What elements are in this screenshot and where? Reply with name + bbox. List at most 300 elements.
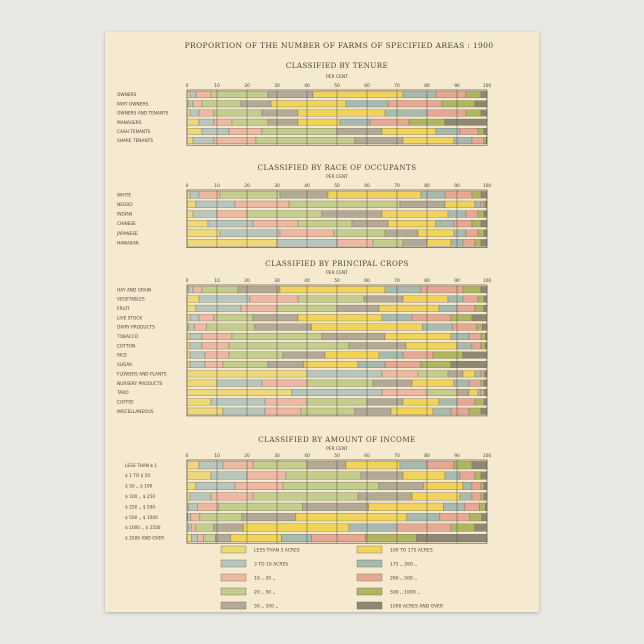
bar-segment: [247, 472, 286, 480]
bar-segment: [307, 380, 373, 387]
bar-segment: [187, 230, 220, 237]
tick-label: 80: [424, 454, 430, 459]
bar-segment: [382, 371, 418, 378]
tick-label: 60: [364, 454, 370, 459]
bar-segment: [367, 399, 403, 406]
category-label: COTTON: [117, 344, 136, 350]
bar-segment: [463, 482, 472, 490]
bar-segment: [214, 137, 256, 143]
bar-segment: [444, 503, 465, 511]
bar-segment: [484, 128, 487, 134]
bar-segment: [187, 343, 190, 350]
bar-segment: [418, 371, 448, 378]
bar-segment: [403, 399, 439, 406]
bar-segment: [454, 461, 472, 469]
bar-segment: [262, 110, 298, 116]
bar-segment: [187, 461, 199, 469]
bar-segment: [196, 201, 235, 208]
bar-segment: [481, 201, 484, 208]
bar-row: [117, 343, 487, 350]
legend-item: [221, 546, 300, 554]
bar-segment: [214, 524, 244, 532]
legend-item: [221, 560, 288, 568]
tick-label: 10: [214, 184, 220, 189]
bar-segment: [407, 513, 440, 521]
bar-segment: [484, 493, 487, 501]
bar-segment: [440, 513, 470, 521]
bar-segment: [190, 343, 202, 350]
bar-segment: [337, 305, 379, 312]
bar-segment: [187, 110, 190, 116]
bar-segment: [475, 305, 484, 312]
bar-row: [117, 220, 487, 227]
bar-segment: [366, 534, 417, 542]
bar-segment: [190, 493, 211, 501]
bar-segment: [187, 128, 202, 134]
bar-segment: [229, 128, 262, 134]
bar-segment: [481, 191, 487, 198]
bar-segment: [231, 534, 282, 542]
bar-row: [125, 503, 487, 511]
bar-segment: [312, 534, 366, 542]
bar-segment: [187, 91, 190, 97]
bar-segment: [472, 191, 481, 198]
bar-segment: [421, 191, 445, 198]
bar-segment: [191, 513, 200, 521]
bar-segment: [466, 110, 481, 116]
tick-label: 0: [185, 84, 189, 89]
bar-segment: [421, 361, 451, 368]
bar-segment: [298, 220, 352, 227]
bar-segment: [483, 324, 488, 331]
bar-segment: [283, 482, 379, 490]
bar-segment: [385, 110, 427, 116]
bar-segment: [223, 361, 268, 368]
tick-label: 20: [244, 454, 250, 459]
tick-label: 70: [394, 279, 400, 284]
bar-row: [117, 119, 487, 126]
bar-segment: [189, 503, 198, 511]
bar-segment: [448, 371, 463, 378]
poster-sheet: [105, 32, 539, 612]
bar-segment: [202, 128, 229, 134]
bar-segment: [388, 220, 436, 227]
per-cent-label: PER CENT: [326, 175, 348, 180]
bar-segment: [337, 239, 373, 246]
bar-row: [117, 361, 487, 368]
bar-segment: [232, 119, 268, 125]
bar-segment: [220, 230, 280, 237]
bar-segment: [192, 534, 198, 542]
tick-label: 20: [244, 279, 250, 284]
bar-segment: [211, 399, 265, 406]
bar-segment: [250, 296, 298, 303]
category-label: SHARE TENANTS: [117, 139, 154, 145]
bar-segment: [475, 524, 487, 532]
bar-segment: [451, 314, 472, 321]
tick-label: 70: [394, 184, 400, 189]
category-label: VEGETABLES: [117, 297, 145, 303]
bar-segment: [268, 119, 298, 125]
bar-segment: [481, 110, 487, 116]
bar-row: [125, 534, 487, 542]
legend-item: [357, 546, 433, 554]
bar-segment: [191, 524, 196, 532]
bar-segment: [382, 211, 448, 218]
bar-segment: [242, 513, 296, 521]
bar-segment: [265, 408, 301, 415]
bar-segment: [188, 513, 191, 521]
bar-segment: [187, 220, 208, 227]
bar-segment: [190, 314, 199, 321]
bar-segment: [328, 191, 421, 198]
tick-label: 80: [424, 279, 430, 284]
category-label: NURSERY PRODUCTS: [117, 381, 163, 387]
bar-segment: [202, 101, 241, 107]
bar-segment: [268, 91, 313, 97]
bar-segment: [469, 333, 481, 340]
bar-segment: [256, 137, 355, 143]
bar-segment: [480, 503, 486, 511]
bar-row: [117, 201, 487, 208]
bar-segment: [187, 191, 190, 198]
bar-segment: [187, 239, 277, 246]
tick-label: 30: [274, 279, 280, 284]
bar-row: [117, 399, 487, 406]
bar-segment: [472, 482, 481, 490]
bar-segment: [235, 201, 289, 208]
bar-row: [117, 305, 487, 312]
bar-segment: [469, 380, 481, 387]
bar-segment: [358, 361, 385, 368]
bar-segment: [472, 137, 484, 143]
category-label: $ 100 ,, $ 250: [125, 495, 156, 500]
bar-segment: [298, 110, 385, 116]
bar-segment: [373, 239, 403, 246]
bar-segment: [189, 324, 195, 331]
bar-segment: [187, 314, 190, 321]
bar-segment: [451, 333, 469, 340]
tick-label: 40: [304, 184, 310, 189]
bar-segment: [187, 201, 196, 208]
bar-segment: [223, 461, 253, 469]
legend-swatch: [221, 574, 246, 581]
bar-segment: [204, 534, 216, 542]
bar-segment: [187, 493, 190, 501]
bar-segment: [451, 361, 487, 368]
tick-label: 10: [214, 454, 220, 459]
bar-segment: [385, 361, 421, 368]
bar-segment: [193, 137, 214, 143]
legend-label: 260 ,, 500 ,,: [390, 576, 418, 582]
legend-swatch: [357, 560, 382, 567]
bar-segment: [238, 286, 280, 293]
bar-segment: [445, 191, 472, 198]
bar-segment: [475, 201, 481, 208]
category-label: TARO: [117, 391, 129, 397]
bar-segment: [472, 343, 481, 350]
bar-segment: [196, 524, 214, 532]
bar-segment: [349, 524, 397, 532]
legend-swatch: [221, 546, 246, 553]
panel-1: [117, 61, 491, 145]
bar-segment: [307, 371, 382, 378]
bar-row: [117, 91, 487, 98]
bar-segment: [469, 389, 478, 396]
bar-segment: [412, 380, 454, 387]
bar-segment: [214, 119, 232, 125]
bar-segment: [304, 361, 358, 368]
bar-segment: [481, 472, 487, 480]
legend-label: 3 TO 10 ACRES: [254, 562, 289, 568]
bar-row: [117, 137, 487, 144]
bar-segment: [253, 461, 307, 469]
bar-segment: [451, 408, 469, 415]
bar-segment: [484, 371, 486, 378]
bar-segment: [442, 101, 475, 107]
bar-row: [117, 352, 487, 359]
bar-segment: [187, 399, 211, 406]
bar-segment: [433, 352, 463, 359]
bar-segment: [325, 352, 379, 359]
bar-row: [117, 191, 487, 198]
bar-segment: [403, 296, 448, 303]
bar-segment: [280, 286, 385, 293]
tick-label: 100: [482, 279, 492, 284]
bar-segment: [403, 137, 454, 143]
bar-segment: [244, 524, 349, 532]
bar-segment: [361, 472, 403, 480]
bar-row: [117, 371, 487, 378]
tick-label: 30: [274, 454, 280, 459]
bar-segment: [427, 239, 451, 246]
bar-segment: [301, 408, 355, 415]
bar-segment: [358, 493, 412, 501]
legend-swatch: [221, 560, 246, 567]
bar-segment: [334, 230, 385, 237]
bar-segment: [481, 493, 484, 501]
bar-segment: [472, 220, 481, 227]
category-label: SUGAR: [117, 363, 133, 369]
bar-segment: [439, 305, 457, 312]
bar-segment: [427, 389, 457, 396]
bar-segment: [187, 408, 223, 415]
bar-segment: [207, 324, 255, 331]
bar-segment: [199, 110, 214, 116]
panel-title: CLASSIFIED BY RACE OF OCCUPANTS: [257, 163, 417, 172]
tick-label: 90: [454, 279, 460, 284]
bar-segment: [198, 534, 204, 542]
bar-segment: [406, 343, 457, 350]
bar-segment: [454, 230, 466, 237]
bar-segment: [472, 493, 481, 501]
bar-segment: [436, 91, 466, 97]
bar-segment: [187, 137, 193, 143]
bar-segment: [465, 503, 480, 511]
bar-row: [125, 472, 487, 480]
tick-label: 10: [214, 84, 220, 89]
tick-label: 50: [334, 279, 340, 284]
bar-segment: [193, 211, 217, 218]
bar-row: [116, 230, 487, 237]
bar-segment: [280, 191, 328, 198]
bar-segment: [484, 296, 487, 303]
bar-segment: [427, 461, 454, 469]
bar-segment: [481, 380, 484, 387]
bar-segment: [211, 472, 247, 480]
bar-segment: [457, 343, 472, 350]
bar-segment: [298, 119, 340, 125]
category-label: CHINESE: [117, 222, 136, 228]
bar-segment: [436, 220, 454, 227]
bar-segment: [337, 128, 382, 134]
bar-segment: [477, 324, 483, 331]
tick-label: 40: [304, 279, 310, 284]
bar-segment: [355, 137, 403, 143]
bar-segment: [484, 482, 487, 490]
bar-segment: [247, 211, 322, 218]
bar-segment: [208, 220, 253, 227]
bar-segment: [475, 101, 487, 107]
bar-row: [117, 408, 487, 415]
category-label: JAPANESE: [117, 231, 138, 237]
category-label: PART OWNERS: [117, 102, 149, 108]
bar-segment: [188, 524, 191, 532]
bar-segment: [463, 371, 475, 378]
category-label: OWNERS: [117, 93, 137, 99]
legend: [221, 546, 443, 610]
bar-segment: [451, 524, 475, 532]
bar-segment: [216, 534, 231, 542]
category-label: $ 250 ,, $ 500: [125, 505, 156, 511]
legend-swatch: [221, 588, 246, 595]
bar-segment: [484, 230, 487, 237]
bar-segment: [403, 352, 433, 359]
tick-label: 80: [424, 184, 430, 189]
bar-segment: [187, 211, 193, 218]
bar-segment: [454, 380, 469, 387]
bar-segment: [379, 352, 403, 359]
bar-segment: [253, 493, 358, 501]
bar-segment: [196, 305, 241, 312]
bar-segment: [190, 352, 205, 359]
category-label: HAWAIIAN: [117, 241, 139, 247]
bar-segment: [268, 361, 304, 368]
bar-row: [125, 524, 487, 532]
bar-segment: [484, 211, 487, 218]
bar-segment: [195, 324, 207, 331]
bar-segment: [445, 472, 460, 480]
tick-label: 20: [244, 84, 250, 89]
bar-segment: [214, 110, 262, 116]
bar-segment: [187, 352, 190, 359]
bar-segment: [198, 503, 219, 511]
bar-segment: [255, 324, 312, 331]
bar-segment: [478, 211, 484, 218]
bar-segment: [463, 352, 487, 359]
panel-3: [116, 259, 491, 416]
bar-segment: [478, 230, 484, 237]
bar-segment: [262, 380, 307, 387]
bar-segment: [349, 343, 406, 350]
chart-canvas: [105, 32, 539, 612]
legend-label: 20 ,, 50 ,,: [254, 590, 276, 596]
category-label: MISCELLANEOUS: [117, 409, 154, 415]
tick-label: 90: [454, 454, 460, 459]
bar-segment: [481, 408, 487, 415]
bar-segment: [211, 493, 253, 501]
legend-label: 1000 ACRES AND OVER: [390, 604, 444, 610]
legend-label: 50 ,, 100 ,,: [254, 604, 279, 610]
category-label: INDIAN: [117, 212, 133, 218]
per-cent-label: PER CENT: [326, 271, 348, 276]
tick-label: 0: [185, 279, 189, 284]
bar-segment: [199, 314, 214, 321]
category-label: FRUIT: [117, 306, 130, 312]
bar-segment: [202, 343, 229, 350]
category-label: MANAGERS: [117, 120, 142, 126]
bar-row: [117, 296, 487, 303]
bar-segment: [481, 389, 484, 396]
bar-segment: [211, 91, 268, 97]
bar-row: [125, 461, 487, 469]
bar-segment: [340, 119, 370, 125]
bar-segment: [217, 380, 262, 387]
tick-label: 0: [185, 454, 189, 459]
bar-segment: [193, 101, 202, 107]
bar-segment: [448, 296, 463, 303]
bar-segment: [412, 314, 451, 321]
bar-segment: [289, 201, 400, 208]
bar-segment: [472, 314, 487, 321]
legend-label: 175 ,, 260 ,,: [390, 562, 418, 568]
category-label: $ 2500 AND OVER: [125, 536, 165, 542]
bar-row: [117, 110, 487, 117]
tick-label: 40: [304, 454, 310, 459]
bar-segment: [403, 91, 436, 97]
bar-segment: [481, 220, 487, 227]
bar-segment: [286, 472, 361, 480]
bar-segment: [229, 352, 283, 359]
bar-segment: [322, 211, 382, 218]
bar-segment: [382, 389, 427, 396]
bar-segment: [391, 408, 433, 415]
tick-label: 40: [304, 84, 310, 89]
bar-segment: [223, 408, 265, 415]
bar-segment: [484, 305, 487, 312]
legend-label: LESS THAN 3 ACRES: [254, 548, 300, 554]
category-label: COFFEE: [117, 400, 134, 406]
bar-segment: [475, 472, 481, 480]
bar-row: [117, 239, 487, 246]
tick-label: 10: [214, 279, 220, 284]
panel-title: CLASSIFIED BY TENURE: [285, 61, 389, 70]
bar-segment: [313, 91, 403, 97]
bar-segment: [382, 128, 436, 134]
tick-label: 0: [185, 184, 189, 189]
bar-segment: [346, 461, 400, 469]
legend-swatch: [357, 588, 382, 595]
bar-segment: [439, 399, 457, 406]
bar-segment: [303, 503, 369, 511]
bar-segment: [466, 91, 481, 97]
bar-segment: [190, 191, 199, 198]
bar-segment: [205, 361, 223, 368]
bar-segment: [298, 296, 364, 303]
bar-segment: [433, 408, 451, 415]
bar-segment: [469, 408, 481, 415]
bar-segment: [400, 461, 427, 469]
